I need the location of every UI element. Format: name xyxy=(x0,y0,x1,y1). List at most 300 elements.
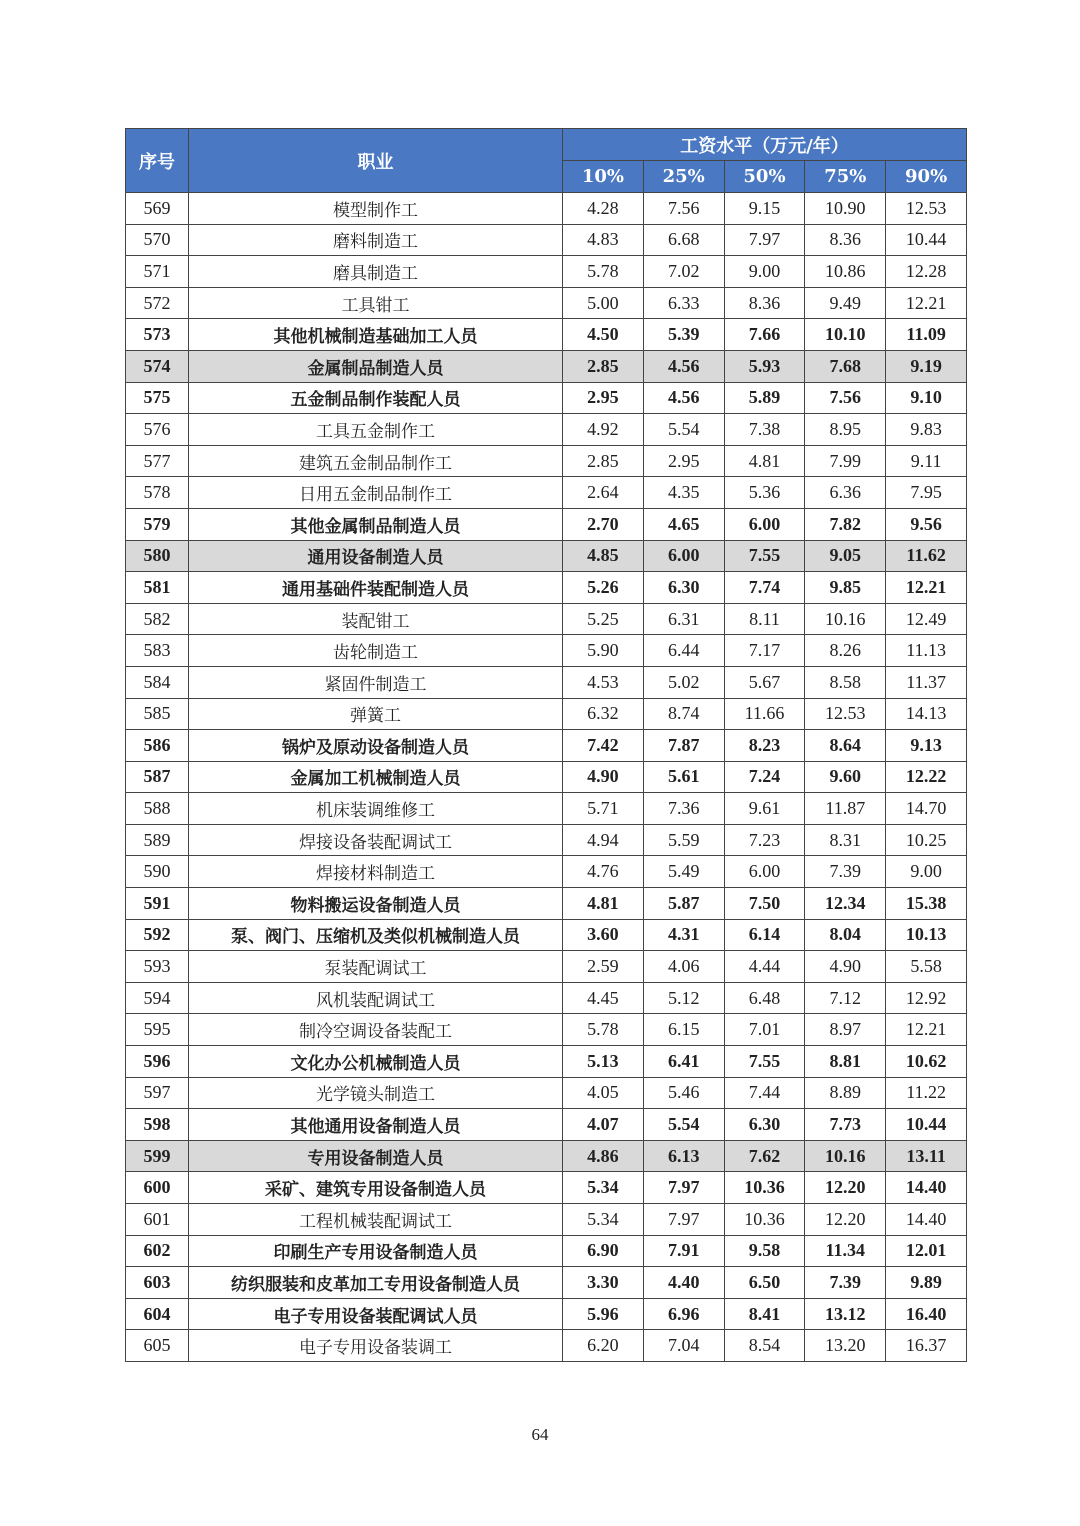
row-value-p50: 4.81 xyxy=(724,445,805,477)
row-job: 电子专用设备装配调试人员 xyxy=(189,1298,563,1330)
row-value-p90: 12.53 xyxy=(886,193,967,225)
row-value-p90: 9.56 xyxy=(886,508,967,540)
row-value-p25: 5.39 xyxy=(643,319,724,351)
row-id: 579 xyxy=(126,508,189,540)
row-value-p25: 7.56 xyxy=(643,193,724,225)
row-value-p25: 4.06 xyxy=(643,951,724,983)
row-id: 585 xyxy=(126,698,189,730)
row-value-p10: 7.42 xyxy=(563,730,644,762)
row-value-p75: 4.90 xyxy=(805,951,886,983)
row-id: 583 xyxy=(126,635,189,667)
row-value-p25: 8.74 xyxy=(643,698,724,730)
row-value-p50: 6.50 xyxy=(724,1267,805,1299)
row-value-p50: 9.58 xyxy=(724,1235,805,1267)
row-value-p25: 5.12 xyxy=(643,982,724,1014)
row-job: 其他通用设备制造人员 xyxy=(189,1109,563,1141)
row-value-p50: 5.67 xyxy=(724,666,805,698)
row-job: 工程机械装配调试工 xyxy=(189,1204,563,1236)
table-row xyxy=(126,982,967,1014)
row-value-p50: 9.61 xyxy=(724,793,805,825)
row-value-p90: 9.89 xyxy=(886,1267,967,1299)
row-value-p50: 8.54 xyxy=(724,1330,805,1362)
table-row xyxy=(126,1109,967,1141)
row-value-p50: 9.00 xyxy=(724,256,805,288)
row-value-p25: 6.31 xyxy=(643,603,724,635)
row-value-p25: 4.56 xyxy=(643,382,724,414)
row-value-p10: 5.34 xyxy=(563,1204,644,1236)
row-value-p50: 6.48 xyxy=(724,982,805,1014)
row-value-p75: 7.56 xyxy=(805,382,886,414)
row-value-p25: 7.02 xyxy=(643,256,724,288)
row-value-p90: 10.62 xyxy=(886,1046,967,1078)
row-job: 文化办公机械制造人员 xyxy=(189,1046,563,1078)
row-job: 工具钳工 xyxy=(189,287,563,319)
row-value-p75: 10.16 xyxy=(805,1140,886,1172)
row-value-p75: 11.34 xyxy=(805,1235,886,1267)
row-value-p75: 8.04 xyxy=(805,919,886,951)
row-value-p75: 10.86 xyxy=(805,256,886,288)
row-value-p25: 4.35 xyxy=(643,477,724,509)
row-job: 齿轮制造工 xyxy=(189,635,563,667)
table-row xyxy=(126,1172,967,1204)
row-value-p50: 5.36 xyxy=(724,477,805,509)
row-id: 587 xyxy=(126,761,189,793)
row-value-p50: 6.00 xyxy=(724,856,805,888)
row-value-p25: 7.91 xyxy=(643,1235,724,1267)
row-job: 采矿、建筑专用设备制造人员 xyxy=(189,1172,563,1204)
row-value-p50: 10.36 xyxy=(724,1172,805,1204)
row-value-p25: 6.96 xyxy=(643,1298,724,1330)
table-row xyxy=(126,508,967,540)
row-value-p10: 4.50 xyxy=(563,319,644,351)
row-value-p10: 4.07 xyxy=(563,1109,644,1141)
row-job: 泵装配调试工 xyxy=(189,951,563,983)
table-row xyxy=(126,856,967,888)
row-value-p10: 6.90 xyxy=(563,1235,644,1267)
row-value-p75: 7.39 xyxy=(805,856,886,888)
row-value-p90: 9.19 xyxy=(886,350,967,382)
row-job: 物料搬运设备制造人员 xyxy=(189,888,563,920)
row-id: 580 xyxy=(126,540,189,572)
row-value-p50: 7.55 xyxy=(724,1046,805,1078)
table-row xyxy=(126,1046,967,1078)
row-value-p90: 16.37 xyxy=(886,1330,967,1362)
row-value-p50: 8.11 xyxy=(724,603,805,635)
row-value-p50: 11.66 xyxy=(724,698,805,730)
row-value-p25: 5.61 xyxy=(643,761,724,793)
row-job: 专用设备制造人员 xyxy=(189,1140,563,1172)
row-value-p90: 9.11 xyxy=(886,445,967,477)
row-value-p90: 10.44 xyxy=(886,1109,967,1141)
row-value-p90: 12.22 xyxy=(886,761,967,793)
row-value-p90: 11.22 xyxy=(886,1077,967,1109)
table-row xyxy=(126,319,967,351)
row-value-p90: 9.10 xyxy=(886,382,967,414)
row-value-p10: 6.20 xyxy=(563,1330,644,1362)
row-value-p90: 14.13 xyxy=(886,698,967,730)
page-number: 64 xyxy=(531,1425,549,1444)
row-id: 570 xyxy=(126,224,189,256)
row-value-p10: 4.90 xyxy=(563,761,644,793)
row-value-p10: 4.83 xyxy=(563,224,644,256)
table-row xyxy=(126,224,967,256)
table-row xyxy=(126,666,967,698)
table-row xyxy=(126,193,967,225)
row-job: 焊接材料制造工 xyxy=(189,856,563,888)
row-value-p90: 7.95 xyxy=(886,477,967,509)
wage-table xyxy=(125,128,967,1362)
row-value-p10: 5.25 xyxy=(563,603,644,635)
row-id: 589 xyxy=(126,824,189,856)
row-job: 纺织服装和皮革加工专用设备制造人员 xyxy=(189,1267,563,1299)
row-id: 595 xyxy=(126,1014,189,1046)
row-value-p75: 11.87 xyxy=(805,793,886,825)
row-job: 装配钳工 xyxy=(189,603,563,635)
row-value-p50: 4.44 xyxy=(724,951,805,983)
row-value-p90: 9.83 xyxy=(886,414,967,446)
row-value-p50: 7.62 xyxy=(724,1140,805,1172)
row-id: 573 xyxy=(126,319,189,351)
table-row xyxy=(126,824,967,856)
row-value-p75: 12.20 xyxy=(805,1172,886,1204)
row-job: 机床装调维修工 xyxy=(189,793,563,825)
row-id: 588 xyxy=(126,793,189,825)
row-id: 586 xyxy=(126,730,189,762)
row-value-p75: 8.36 xyxy=(805,224,886,256)
row-value-p75: 8.89 xyxy=(805,1077,886,1109)
row-id: 605 xyxy=(126,1330,189,1362)
row-value-p10: 5.78 xyxy=(563,1014,644,1046)
row-value-p75: 9.49 xyxy=(805,287,886,319)
row-id: 598 xyxy=(126,1109,189,1141)
row-id: 584 xyxy=(126,666,189,698)
table-row xyxy=(126,382,967,414)
row-value-p10: 4.53 xyxy=(563,666,644,698)
row-value-p25: 5.46 xyxy=(643,1077,724,1109)
row-value-p75: 8.31 xyxy=(805,824,886,856)
row-value-p10: 4.86 xyxy=(563,1140,644,1172)
row-value-p75: 12.34 xyxy=(805,888,886,920)
row-value-p50: 7.23 xyxy=(724,824,805,856)
row-value-p90: 9.13 xyxy=(886,730,967,762)
header-job: 职业 xyxy=(189,129,563,193)
row-value-p25: 7.04 xyxy=(643,1330,724,1362)
row-value-p10: 2.85 xyxy=(563,350,644,382)
table-row xyxy=(126,1235,967,1267)
row-id: 571 xyxy=(126,256,189,288)
row-value-p25: 5.54 xyxy=(643,1109,724,1141)
row-job: 日用五金制品制作工 xyxy=(189,477,563,509)
row-value-p50: 10.36 xyxy=(724,1204,805,1236)
row-value-p90: 10.25 xyxy=(886,824,967,856)
table-row xyxy=(126,793,967,825)
row-value-p90: 12.21 xyxy=(886,287,967,319)
row-value-p75: 6.36 xyxy=(805,477,886,509)
row-value-p25: 5.87 xyxy=(643,888,724,920)
row-value-p75: 10.16 xyxy=(805,603,886,635)
row-value-p75: 7.39 xyxy=(805,1267,886,1299)
row-job: 金属加工机械制造人员 xyxy=(189,761,563,793)
table-row xyxy=(126,1298,967,1330)
row-value-p90: 11.37 xyxy=(886,666,967,698)
row-job: 紧固件制造工 xyxy=(189,666,563,698)
table-row xyxy=(126,477,967,509)
row-job: 模型制作工 xyxy=(189,193,563,225)
table-row xyxy=(126,540,967,572)
row-job: 制冷空调设备装配工 xyxy=(189,1014,563,1046)
row-id: 592 xyxy=(126,919,189,951)
row-value-p90: 12.21 xyxy=(886,1014,967,1046)
row-value-p25: 5.54 xyxy=(643,414,724,446)
table-row xyxy=(126,1330,967,1362)
row-value-p10: 5.00 xyxy=(563,287,644,319)
table-row xyxy=(126,635,967,667)
row-value-p75: 7.12 xyxy=(805,982,886,1014)
row-value-p75: 7.68 xyxy=(805,350,886,382)
row-value-p90: 11.62 xyxy=(886,540,967,572)
row-value-p10: 4.05 xyxy=(563,1077,644,1109)
row-value-p75: 8.97 xyxy=(805,1014,886,1046)
row-value-p90: 13.11 xyxy=(886,1140,967,1172)
row-job: 金属制品制造人员 xyxy=(189,350,563,382)
row-job: 工具五金制作工 xyxy=(189,414,563,446)
row-id: 578 xyxy=(126,477,189,509)
row-value-p75: 12.53 xyxy=(805,698,886,730)
table-body xyxy=(126,193,967,1362)
row-value-p25: 6.44 xyxy=(643,635,724,667)
row-value-p75: 8.95 xyxy=(805,414,886,446)
row-id: 582 xyxy=(126,603,189,635)
row-value-p25: 5.59 xyxy=(643,824,724,856)
row-value-p10: 5.78 xyxy=(563,256,644,288)
table-row xyxy=(126,698,967,730)
table-row xyxy=(126,1140,967,1172)
row-value-p90: 15.38 xyxy=(886,888,967,920)
row-value-p50: 9.15 xyxy=(724,193,805,225)
row-id: 569 xyxy=(126,193,189,225)
row-value-p90: 11.13 xyxy=(886,635,967,667)
row-value-p75: 8.58 xyxy=(805,666,886,698)
row-value-p90: 12.92 xyxy=(886,982,967,1014)
header-wage-group: 工资水平（万元/年） xyxy=(563,129,967,161)
row-value-p25: 6.00 xyxy=(643,540,724,572)
row-value-p25: 7.36 xyxy=(643,793,724,825)
row-value-p10: 6.32 xyxy=(563,698,644,730)
row-value-p25: 6.15 xyxy=(643,1014,724,1046)
row-id: 575 xyxy=(126,382,189,414)
row-job: 其他机械制造基础加工人员 xyxy=(189,319,563,351)
row-id: 590 xyxy=(126,856,189,888)
row-value-p50: 6.14 xyxy=(724,919,805,951)
header-p25: 25% xyxy=(643,161,724,193)
row-value-p10: 4.94 xyxy=(563,824,644,856)
row-value-p50: 7.24 xyxy=(724,761,805,793)
row-value-p90: 10.44 xyxy=(886,224,967,256)
row-value-p10: 2.85 xyxy=(563,445,644,477)
row-value-p10: 3.60 xyxy=(563,919,644,951)
row-job: 泵、阀门、压缩机及类似机械制造人员 xyxy=(189,919,563,951)
row-id: 596 xyxy=(126,1046,189,1078)
row-value-p50: 8.23 xyxy=(724,730,805,762)
row-value-p50: 6.30 xyxy=(724,1109,805,1141)
row-job: 磨具制造工 xyxy=(189,256,563,288)
row-value-p10: 5.71 xyxy=(563,793,644,825)
row-value-p50: 7.50 xyxy=(724,888,805,920)
row-value-p75: 9.05 xyxy=(805,540,886,572)
row-value-p50: 5.89 xyxy=(724,382,805,414)
row-job: 通用设备制造人员 xyxy=(189,540,563,572)
table-row xyxy=(126,1077,967,1109)
row-value-p50: 7.44 xyxy=(724,1077,805,1109)
row-job: 通用基础件装配制造人员 xyxy=(189,572,563,604)
row-value-p25: 6.33 xyxy=(643,287,724,319)
row-job: 锅炉及原动设备制造人员 xyxy=(189,730,563,762)
row-value-p10: 2.70 xyxy=(563,508,644,540)
row-job: 焊接设备装配调试工 xyxy=(189,824,563,856)
row-job: 其他金属制品制造人员 xyxy=(189,508,563,540)
table-row xyxy=(126,888,967,920)
header-p90: 90% xyxy=(886,161,967,193)
row-value-p25: 6.68 xyxy=(643,224,724,256)
row-value-p90: 12.21 xyxy=(886,572,967,604)
row-value-p75: 8.26 xyxy=(805,635,886,667)
row-id: 597 xyxy=(126,1077,189,1109)
table-row xyxy=(126,1014,967,1046)
row-value-p25: 6.30 xyxy=(643,572,724,604)
row-value-p90: 14.40 xyxy=(886,1204,967,1236)
row-value-p10: 5.26 xyxy=(563,572,644,604)
table-row xyxy=(126,951,967,983)
row-id: 593 xyxy=(126,951,189,983)
row-id: 599 xyxy=(126,1140,189,1172)
row-value-p25: 5.49 xyxy=(643,856,724,888)
row-id: 572 xyxy=(126,287,189,319)
table-row xyxy=(126,1267,967,1299)
row-value-p90: 12.49 xyxy=(886,603,967,635)
row-value-p90: 12.28 xyxy=(886,256,967,288)
row-value-p10: 4.28 xyxy=(563,193,644,225)
row-id: 594 xyxy=(126,982,189,1014)
row-value-p10: 2.59 xyxy=(563,951,644,983)
row-value-p25: 4.31 xyxy=(643,919,724,951)
row-value-p75: 13.20 xyxy=(805,1330,886,1362)
row-id: 600 xyxy=(126,1172,189,1204)
row-value-p10: 4.45 xyxy=(563,982,644,1014)
header-p50: 50% xyxy=(724,161,805,193)
row-value-p75: 8.81 xyxy=(805,1046,886,1078)
row-value-p75: 10.90 xyxy=(805,193,886,225)
row-id: 591 xyxy=(126,888,189,920)
row-id: 581 xyxy=(126,572,189,604)
table-row xyxy=(126,256,967,288)
row-value-p75: 13.12 xyxy=(805,1298,886,1330)
row-value-p10: 2.64 xyxy=(563,477,644,509)
row-value-p75: 9.60 xyxy=(805,761,886,793)
row-job: 风机装配调试工 xyxy=(189,982,563,1014)
row-value-p90: 10.13 xyxy=(886,919,967,951)
row-value-p10: 4.76 xyxy=(563,856,644,888)
table-row xyxy=(126,287,967,319)
row-value-p75: 7.73 xyxy=(805,1109,886,1141)
row-value-p10: 5.13 xyxy=(563,1046,644,1078)
header-id: 序号 xyxy=(126,129,189,193)
row-value-p50: 7.74 xyxy=(724,572,805,604)
table-row xyxy=(126,414,967,446)
row-value-p50: 7.55 xyxy=(724,540,805,572)
table-row xyxy=(126,445,967,477)
row-value-p10: 4.85 xyxy=(563,540,644,572)
row-value-p90: 16.40 xyxy=(886,1298,967,1330)
row-value-p25: 7.97 xyxy=(643,1172,724,1204)
row-job: 磨料制造工 xyxy=(189,224,563,256)
row-value-p50: 7.17 xyxy=(724,635,805,667)
row-value-p75: 9.85 xyxy=(805,572,886,604)
table-row xyxy=(126,730,967,762)
row-job: 电子专用设备装调工 xyxy=(189,1330,563,1362)
row-value-p10: 5.34 xyxy=(563,1172,644,1204)
row-id: 576 xyxy=(126,414,189,446)
row-value-p50: 7.97 xyxy=(724,224,805,256)
row-job: 建筑五金制品制作工 xyxy=(189,445,563,477)
table-row xyxy=(126,761,967,793)
row-value-p50: 8.36 xyxy=(724,287,805,319)
row-job: 印刷生产专用设备制造人员 xyxy=(189,1235,563,1267)
row-value-p50: 7.66 xyxy=(724,319,805,351)
row-value-p75: 7.82 xyxy=(805,508,886,540)
row-value-p10: 4.81 xyxy=(563,888,644,920)
row-value-p90: 14.40 xyxy=(886,1172,967,1204)
row-job: 光学镜头制造工 xyxy=(189,1077,563,1109)
row-value-p25: 4.40 xyxy=(643,1267,724,1299)
row-value-p25: 6.13 xyxy=(643,1140,724,1172)
row-id: 603 xyxy=(126,1267,189,1299)
row-job: 弹簧工 xyxy=(189,698,563,730)
row-value-p10: 5.90 xyxy=(563,635,644,667)
row-value-p90: 5.58 xyxy=(886,951,967,983)
row-value-p25: 4.56 xyxy=(643,350,724,382)
row-value-p10: 4.92 xyxy=(563,414,644,446)
row-value-p25: 7.87 xyxy=(643,730,724,762)
row-id: 574 xyxy=(126,350,189,382)
row-value-p25: 2.95 xyxy=(643,445,724,477)
row-job: 五金制品制作装配人员 xyxy=(189,382,563,414)
table-row xyxy=(126,350,967,382)
row-id: 577 xyxy=(126,445,189,477)
row-value-p90: 12.01 xyxy=(886,1235,967,1267)
row-id: 602 xyxy=(126,1235,189,1267)
row-value-p90: 14.70 xyxy=(886,793,967,825)
row-value-p10: 5.96 xyxy=(563,1298,644,1330)
row-id: 604 xyxy=(126,1298,189,1330)
header-p75: 75% xyxy=(805,161,886,193)
row-value-p50: 7.01 xyxy=(724,1014,805,1046)
row-value-p25: 5.02 xyxy=(643,666,724,698)
table-row xyxy=(126,603,967,635)
row-value-p75: 7.99 xyxy=(805,445,886,477)
row-value-p25: 7.97 xyxy=(643,1204,724,1236)
row-value-p75: 10.10 xyxy=(805,319,886,351)
row-value-p50: 8.41 xyxy=(724,1298,805,1330)
row-value-p10: 3.30 xyxy=(563,1267,644,1299)
row-value-p90: 9.00 xyxy=(886,856,967,888)
row-value-p50: 5.93 xyxy=(724,350,805,382)
row-value-p75: 12.20 xyxy=(805,1204,886,1236)
row-value-p50: 7.38 xyxy=(724,414,805,446)
row-value-p25: 6.41 xyxy=(643,1046,724,1078)
table-row xyxy=(126,572,967,604)
row-value-p50: 6.00 xyxy=(724,508,805,540)
row-id: 601 xyxy=(126,1204,189,1236)
